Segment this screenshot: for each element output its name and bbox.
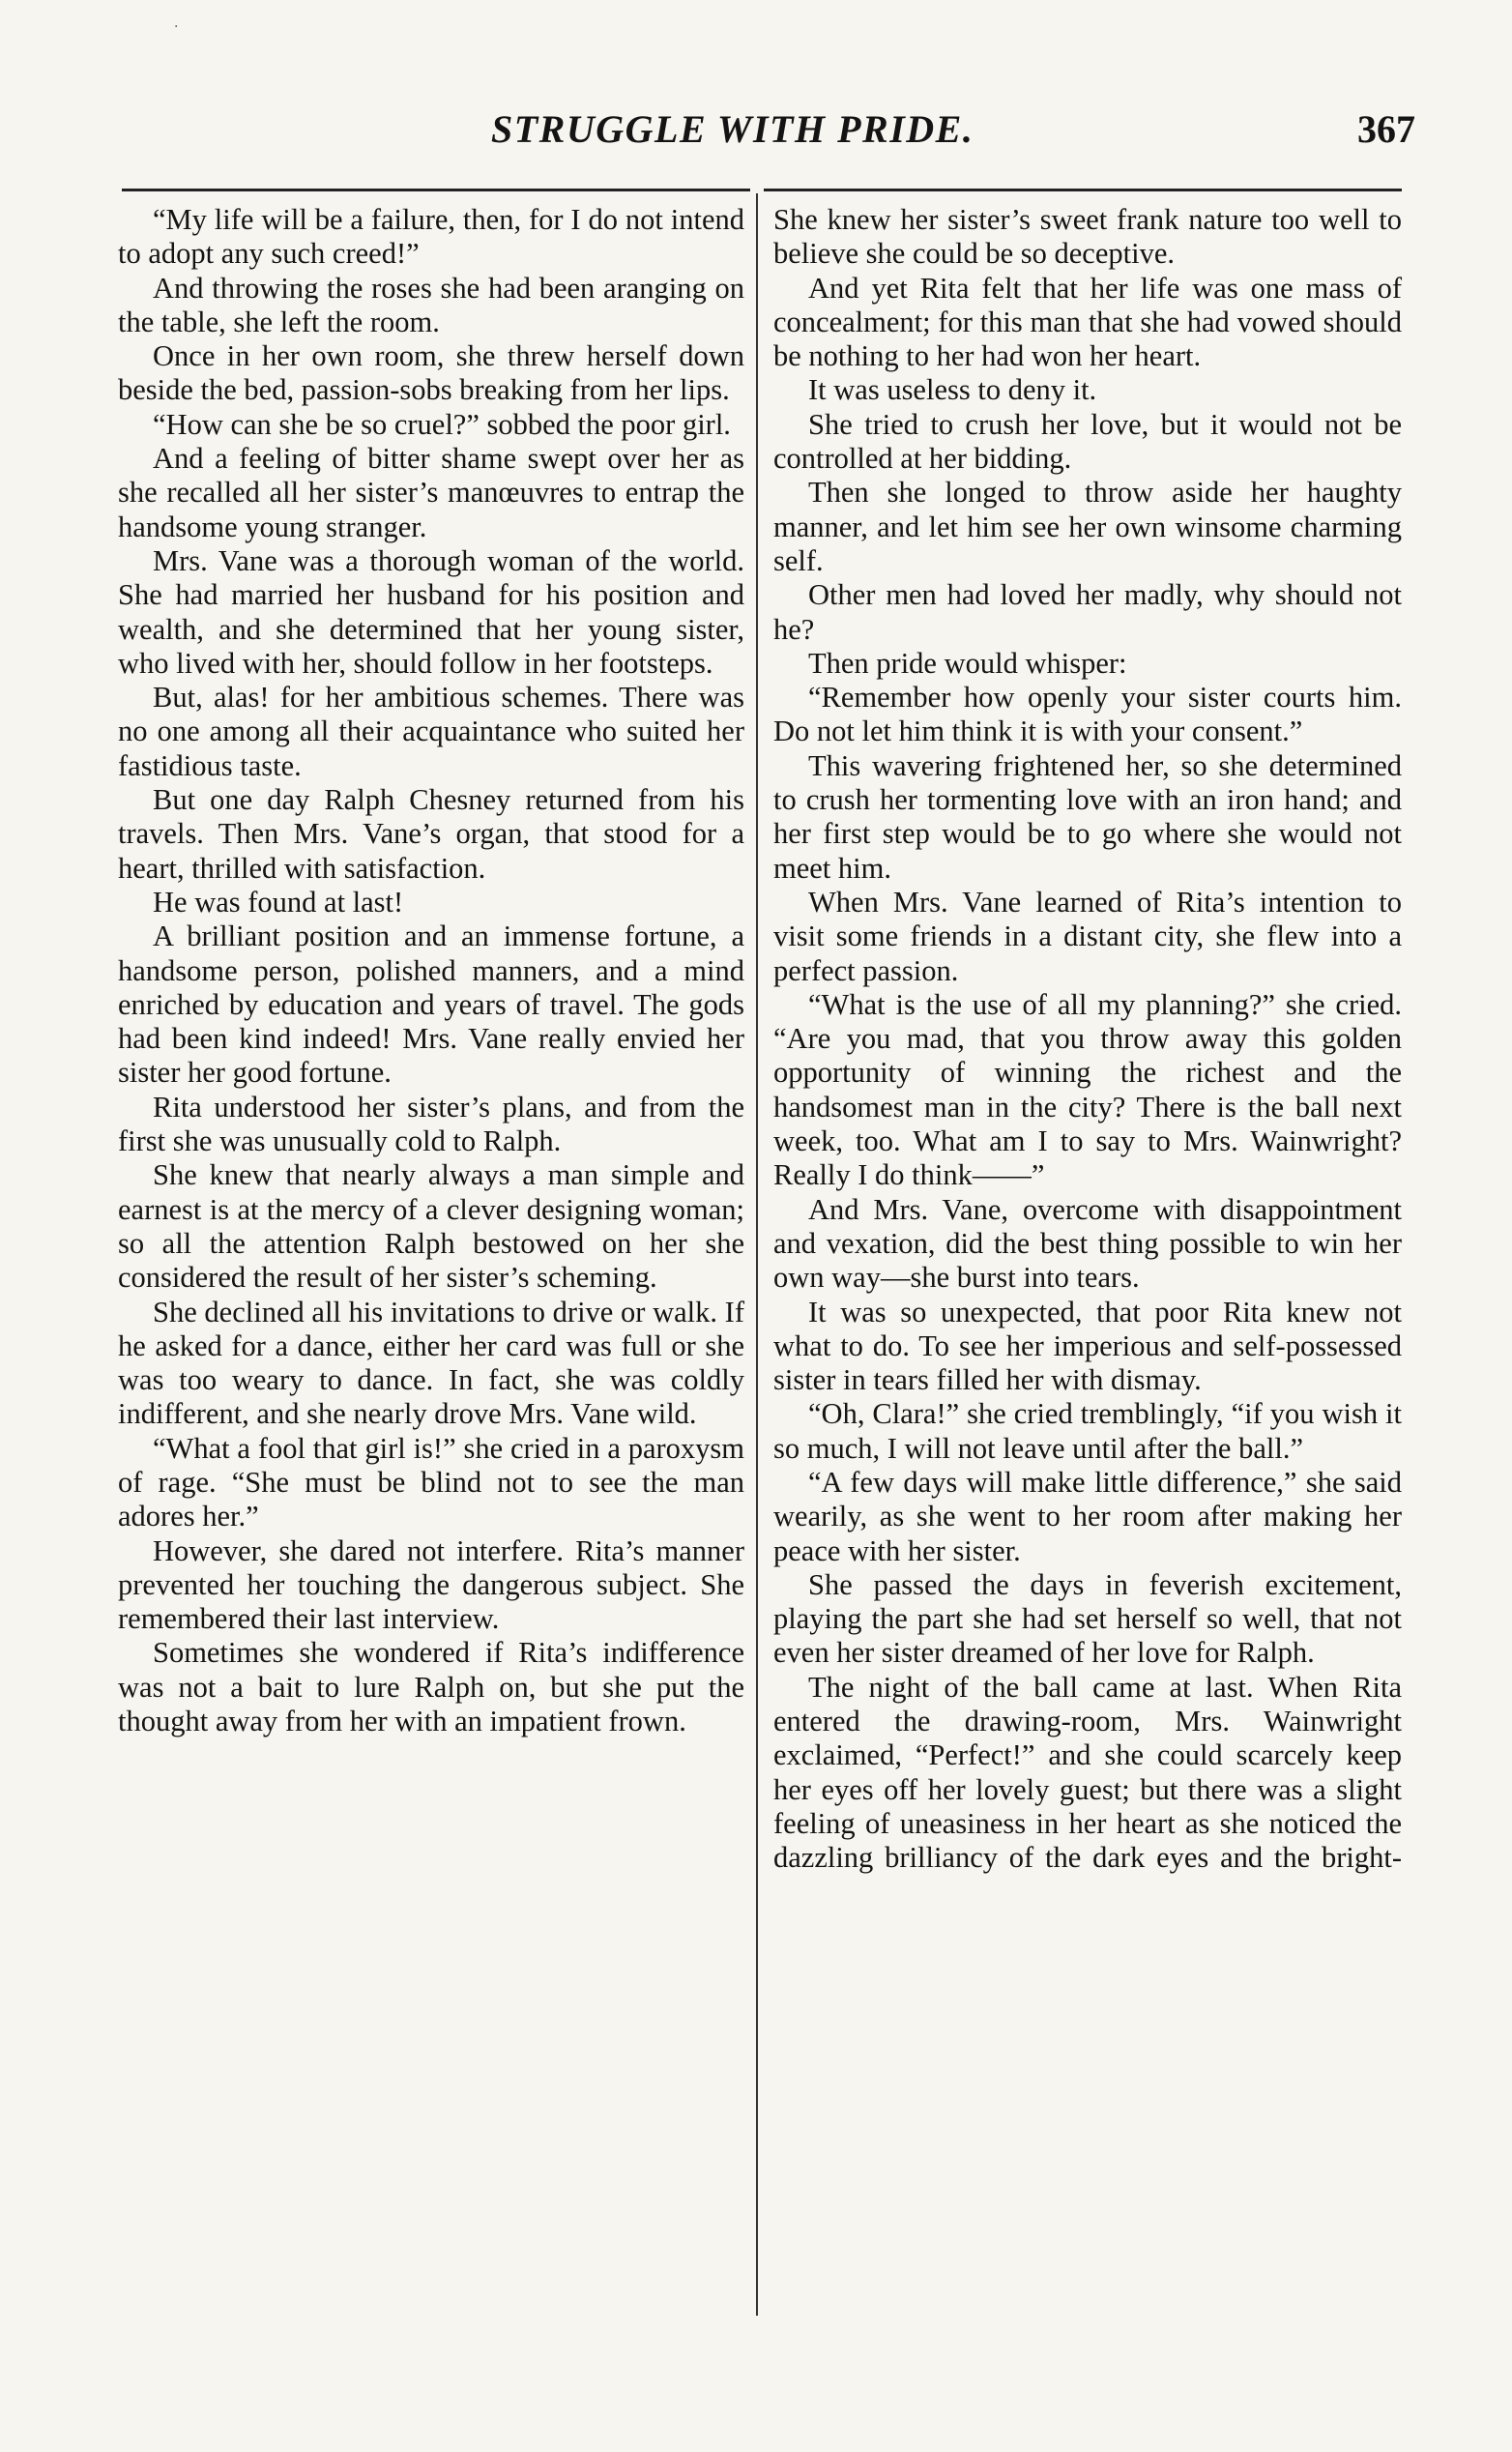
paragraph: A brilliant position and an immense fortune, a handsome person, polished manners, and a mind enriched by education and years of travel. The gods had been kind indeed! Mrs. Vane really envied her sister her good fortune. <box>118 920 744 1090</box>
paragraph: “My life will be a failure, then, for I do not intend to adopt any such creed!” <box>118 203 744 271</box>
paragraph: And Mrs. Vane, overcome with disappointment and vexation, did the best thing possible to win her own way—she burst into tears. <box>773 1192 1402 1295</box>
paragraph: Other men had loved her madly, why should not he? <box>773 578 1402 646</box>
paragraph: “A few days will make little difference,” she said wearily, as she went to her room after making her peace with her sister. <box>773 1465 1402 1567</box>
paragraph: She declined all his invitations to drive or walk. If he asked for a dance, either her card was full or she was too weary to dance. In fact, she was coldly indifferent, and she nearly drove Mrs. Vane wild. <box>118 1295 744 1431</box>
print-speck: · <box>174 19 179 35</box>
header-rule-right <box>764 189 1402 191</box>
running-title: STRUGGLE WITH PRIDE. <box>491 107 974 151</box>
paragraph: Sometimes she wondered if Rita’s indifference was not a bait to lure Ralph on, but she put the thought away from her with an impatient frown. <box>118 1636 744 1738</box>
paragraph: Rita understood her sister’s plans, and from the first she was unusually cold to Ralph. <box>118 1090 744 1158</box>
paragraph: “What is the use of all my planning?” she cried. “Are you mad, that you throw away this golden opportunity of winning the richest and the handsomest man in the city? There is the ball next week, too. What am I to say to Mrs. Wainwright? Really I do think——” <box>773 987 1402 1192</box>
paragraph: She tried to crush her love, but it would not be controlled at her bidding. <box>773 407 1402 476</box>
right-column <box>773 203 1402 1876</box>
paragraph: When Mrs. Vane learned of Rita’s intention to visit some friends in a distant city, she flew into a perfect passion. <box>773 885 1402 987</box>
paragraph: And a feeling of bitter shame swept over her as she recalled all her sister’s manœuvres to entrap the handsome young stranger. <box>118 442 744 543</box>
paragraph: And yet Rita felt that her life was one mass of concealment; for this man that she had vowed should be nothing to her had won her heart. <box>773 271 1402 373</box>
paragraph: However, she dared not interfere. Rita’s manner prevented her touching the dangerous subject. She remembered their last interview. <box>118 1533 744 1636</box>
paragraph: “Oh, Clara!” she cried tremblingly, “if you wish it so much, I will not leave until after the ball.” <box>773 1397 1402 1465</box>
paragraph: “Remember how openly your sister courts him. Do not let him think it is with your consent.” <box>773 681 1402 748</box>
paragraph: She passed the days in feverish excitement, playing the part she had set herself so well, that not even her sister dreamed of her love for Ralph. <box>773 1567 1402 1670</box>
paragraph-continued: She knew her sister’s sweet frank nature too well to believe she could be so deceptive. <box>773 203 1402 271</box>
paragraph: But, alas! for her ambitious schemes. There was no one among all their acquaintance who suited her fastidious taste. <box>118 681 744 782</box>
left-column <box>118 203 744 1738</box>
page-number: 367 <box>1357 107 1415 151</box>
paragraph: It was useless to deny it. <box>808 373 1097 407</box>
column-divider <box>756 193 758 2316</box>
paragraph: And throwing the roses she had been aranging on the table, she left the room. <box>118 271 744 338</box>
paragraph: Mrs. Vane was a thorough woman of the world. She had married her husband for his position and wealth, and she determined that her young sister, who lived with her, should follow in her footsteps. <box>118 543 744 680</box>
paragraph: Then she longed to throw aside her haughty manner, and let him see her own winsome charming self. <box>773 476 1402 577</box>
paragraph: Once in her own room, she threw herself down beside the bed, passion-sobs breaking from her lips. <box>118 339 744 407</box>
header-rule-left <box>122 189 750 191</box>
paragraph: This wavering frightened her, so she determined to crush her tormenting love with an iron hand; and her first step would be to go where she would not meet him. <box>773 748 1402 885</box>
paragraph: It was so unexpected, that poor Rita knew not what to do. To see her imperious and self-possessed sister in tears filled her with dismay. <box>773 1295 1402 1397</box>
running-header <box>0 97 1512 174</box>
paragraph: The night of the ball came at last. When Rita entered the drawing-room, Mrs. Wainwright exclaimed, “Perfect!” and she could scarcely keep her eyes off her lovely guest; but there was a slight feeling of uneasiness in her heart as she noticed the dazzling brilliancy of the dark eyes and the bright- <box>773 1670 1402 1875</box>
paragraph: Then pride would whisper: <box>808 646 1127 680</box>
paragraph: But one day Ralph Chesney returned from his travels. Then Mrs. Vane’s organ, that stood for a heart, thrilled with satisfaction. <box>118 783 744 885</box>
paragraph: “How can she be so cruel?” sobbed the poor girl. <box>153 407 731 441</box>
paragraph: She knew that nearly always a man simple and earnest is at the mercy of a clever designing woman; so all the attention Ralph bestowed on her she considered the result of her sister’s scheming. <box>118 1158 744 1295</box>
paragraph: He was found at last! <box>153 885 404 919</box>
paragraph: “What a fool that girl is!” she cried in a paroxysm of rage. “She must be blind not to see the man adores her.” <box>118 1431 744 1533</box>
